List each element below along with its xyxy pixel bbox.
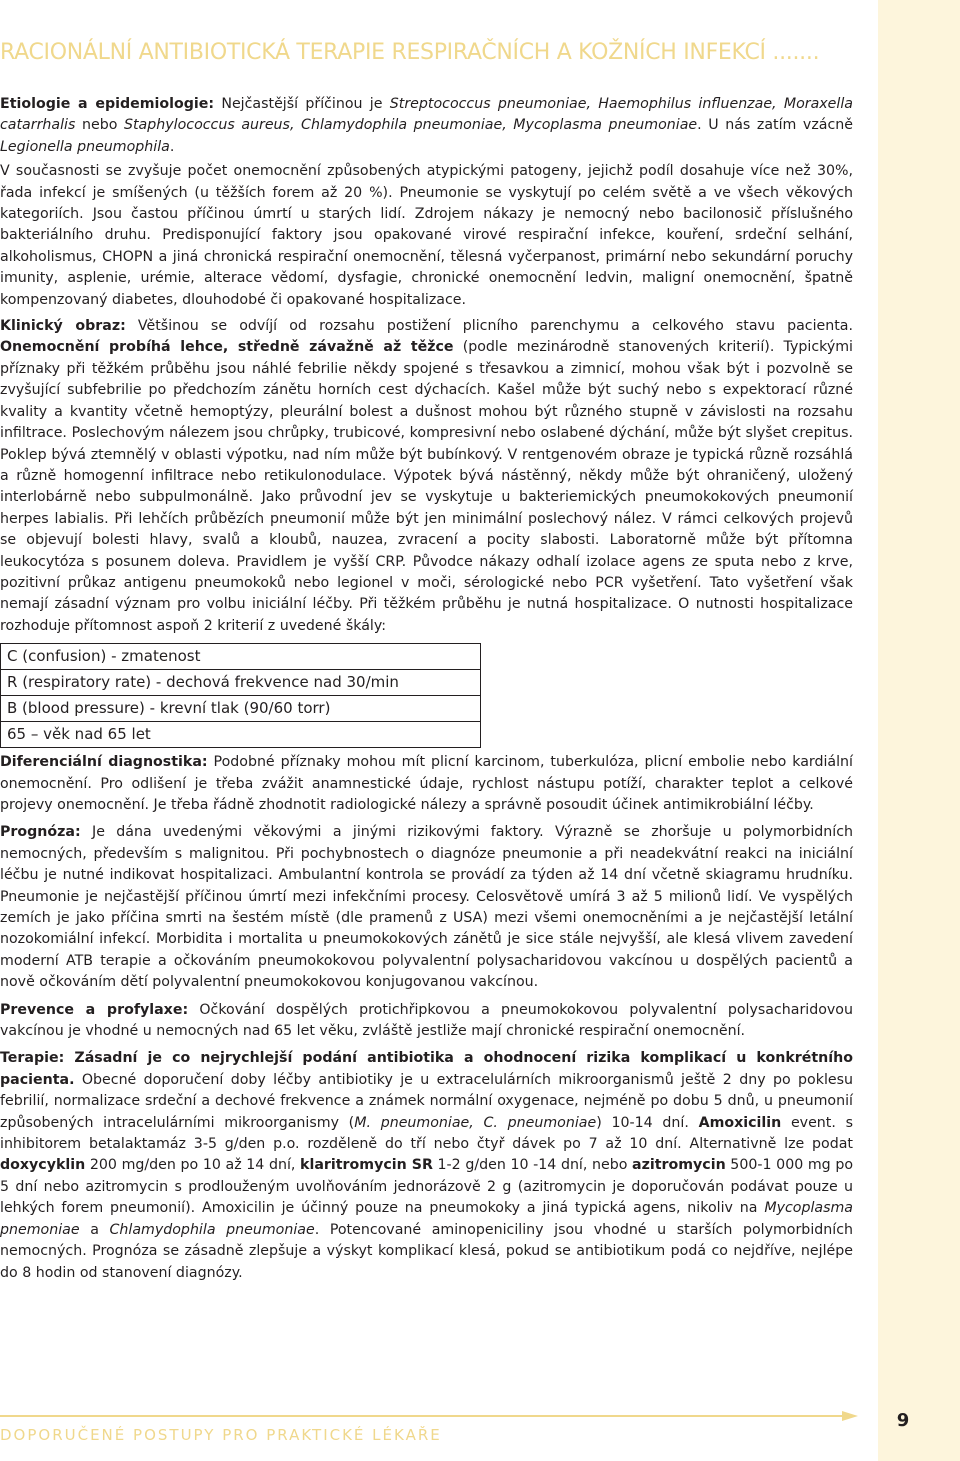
bold-text: azitromycin: [632, 1157, 726, 1174]
therapy-paragraph: [0, 1048, 853, 1283]
text: .: [169, 138, 175, 155]
text: . U nás zatím vzácně: [697, 117, 853, 134]
table-cell: 65 – věk nad 65 let: [1, 722, 481, 748]
table-cell: R (respiratory rate) - dechová frekvence nad 30/min: [1, 670, 481, 696]
text: event. s inhibitorem betalaktamáz 3-5 g/den p.o. rozděleně do tří nebo čtyř dávek po 7 až 10 dní. Alternativně lze podat: [0, 1114, 853, 1153]
text: Nejčastější příčinou je: [214, 96, 390, 112]
bold-text: klaritromycin SR: [300, 1157, 433, 1174]
text: ) 10-14 dní.: [596, 1114, 699, 1131]
text: 1-2 g/den 10 -14 dní, nebo: [432, 1157, 633, 1174]
table-row: [1, 722, 481, 748]
table-row: [1, 644, 481, 670]
prognosis-paragraph: [0, 822, 853, 993]
therapy-label: Terapie:: [0, 1050, 65, 1067]
text: Většinou se odvíjí od rozsahu postižení plicního parenchymu a celkového stavu pacienta.: [125, 318, 854, 335]
italic-text: Staphylococcus aureus, Chlamydophila pneumoniae, Mycoplasma pneumoniae: [123, 117, 698, 134]
italic-text: Chlamydophila pneumoniae: [109, 1221, 315, 1238]
footer-arrow-icon: [0, 1410, 860, 1422]
text: (podle mezinárodně stanovených kriterií). Typickými příznaky při těžkém průběhu jsou náhlé febrilie někdy spojené s třesavkou a zimnicí, mohou však být i pozvolně se zvyšující subfebrilie po předchozím zánětu horních cest dýchacích. Kašel může být suchý nebo s expektorací různé kvality a kvantity včetně hemoptýzy, pleurální bolest a dušnost mohou být různého stupně v závislosti na rozsahu infiltrace. Poslechovým nálezem jsou chrůpky, trubicové, kompresivní nebo oslabené dýchání, může být slyšet crepitus. Poklep bývá ztemnělý v oblasti výpotku, nad ním může být bubínkový. V rentgenovém obraze je typická různě rozsáhlá a různě homogenní infiltrace nebo retikulonodulace. Výpotek bývá nástěnný, někdy může být ohraničený, uložený interlobárně nebo subpulmonálně. Jako průvodní jev se vyskytuje u bakteriemických pneumokokových pneumonií herpes labialis. Při lehčích průbězích pneumonií může být jen minimální poslechový nález. V rámci celkových projevů se objevují bolesti hlavy, svalů a kloubů, nauzea, zvracení a pocity slabosti. Laboratorně může být přítomna leukocytóza s posunem doleva. Pravidlem je vyšší CRP. Původce nákazy odhalí izolace agens ze sputa nebo z krve, pozitivní průkaz antigenu pneumokoků nebo legionel v moči, sérologické nebo PCR vyšetření. Tato vyšetření však nemají zásadní význam pro volbu iniciální léčby. Při těžkém průběhu je nutná hospitalizace. O nutnosti hospitalizace rozhoduje přítomnost aspoň 2 kriterií z uvedené škály:: [0, 339, 853, 634]
prognosis-label: Prognóza:: [0, 824, 81, 841]
clinical-label: Klinický obraz:: [0, 318, 126, 335]
bold-text: Zásadní je co nejrychlejší podání antibiotika a ohodnocení rizika komplikací u konkrétního pacienta.: [0, 1050, 853, 1088]
etiology-label: Etiologie a epidemiologie:: [0, 96, 215, 112]
criteria-table: [0, 643, 481, 748]
text: 200 mg/den po 10 až 14 dní,: [85, 1157, 301, 1174]
header-title: RACIONÁLNÍ ANTIBIOTICKÁ TERAPIE RESPIRAČNÍCH A KOŽNÍCH INFEKCÍ: [0, 40, 766, 65]
text: . Potencované aminopeniciliny jsou vhodné u starších polymorbidních nemocných. Prognóza se zásadně zlepšuje a výskyt komplikací klesá, pokud se antibiotikum podá co nejdříve, nejlépe do 8 hodin od stanovení diagnózy.: [0, 1221, 853, 1281]
table-row: [1, 670, 481, 696]
header-dots: .......: [772, 40, 820, 65]
text: Podobné příznaky mohou mít plicní karcinom, tuberkulóza, plicní embolie nebo kardiální onemocnění. Pro odlišení je třeba zvážit anamnestické údaje, rychlost nástupu potíží, charakter teplot a celkové projevy onemocnění. Je třeba řádně zhodnotit radiologické nálezy a správně posoudit účinek antimikrobiální léčby.: [0, 754, 853, 813]
bold-text: doxycyklin: [0, 1157, 86, 1174]
text: a: [79, 1221, 110, 1238]
text: nebo: [75, 117, 124, 134]
differential-label: Diferenciální diagnostika:: [0, 754, 208, 771]
prevention-label: Prevence a profylaxe:: [0, 1001, 189, 1018]
page-number: 9: [896, 1410, 910, 1431]
side-band: [878, 0, 960, 1461]
bold-text: Onemocnění probíhá lehce, středně závažně až těžce: [0, 339, 454, 356]
footer-text: DOPORUČENÉ POSTUPY PRO PRAKTICKÉ LÉKAŘE: [0, 1426, 442, 1444]
italic-text: Streptococcus pneumoniae, Haemophilus influenzae, Moraxella catarrhalis: [0, 96, 853, 134]
clinical-paragraph: [0, 316, 853, 637]
page-header: [0, 40, 960, 74]
bold-text: Amoxicilin: [698, 1114, 782, 1131]
text: Obecné doporučení doby léčby antibiotiky je u extracelulárních mikroorganismů ještě 2 dny po poklesu febrilií, normalizace srdeční a dechové frekvence a známek normální oxygenace, nejméně po dobu 5 dnů, u pneumonií způsobených intracelulárními mikroorganismy (: [0, 1071, 853, 1131]
text: Očkování dospělých protichřipkovou a pneumokokovou polyvalentní polysacharidovou vakcínou je vhodné u nemocných nad 65 let věku, zvláště jestliže mají chronické respirační onemocnění.: [0, 1001, 853, 1040]
text: 500-1 000 mg po 5 dní nebo azitromycin s prodlouženým uvolňováním jednorázově 2 g (azitromycin je doporučován podávat pouze u lehkých forem pneumonií). Amoxicilin je účinný pouze na pneumokoky a jiná typická agens, nikoliv na: [0, 1157, 854, 1217]
differential-paragraph: [0, 752, 853, 816]
italic-text: Legionella pneumophila: [0, 138, 170, 155]
italic-text: Mycoplasma pnemoniae: [0, 1200, 853, 1238]
main-content: [0, 94, 853, 1287]
table-row: [1, 696, 481, 722]
etiology-paragraph-2: V současnosti se zvyšuje počet onemocnění způsobených atypickými patogeny, jejichž podíl dosahuje více než 30%, řada infekcí je smíšených (u těžších forem až 20 %). Pneumonie se vyskytují po celém světě a ve všech věkových kategoriích. Jsou častou příčinou úmrtí u starých lidí. Zdrojem nákazy je nemocný nebo bacilonosič příslušného bakteriálního druhu. Predisponující faktory jsou opakované virové respirační infekce, kouření, srdeční selhání, alkoholismus, CHOPN a jiná chronická respirační onemocnění, tělesná vyčerpanost, primární nebo sekundární poruchy imunity, asplenie, urémie, alterace vědomí, dysfagie, chronické onemocnění ledvin, maligní onemocnění, špatně kompenzovaný diabetes, dlouhodobé či opakované hospitalizace.: [0, 163, 853, 308]
text: Je dána uvedenými věkovými a jinými rizikovými faktory. Výrazně se zhoršuje u polymorbidních nemocných, především s malignitou. Při pochybnostech o diagnóze pneumonie a při neadekvátní reakci na iniciální léčbu je nutné indikovat hospitalizaci. Ambulantní kontrola se provádí za týden až 14 dní včetně skiagramu hrudníku. Pneumonie je nejčastější příčinou úmrtí mezi infekčními procesy. Celosvětově umírá 3 až 5 milionů lidí. Ve vyspělých zemích je jako příčina smrti na šestém místě (dle pramenů z USA) mezi všemi onemocněními a je nejčastější letální nozokomiální infekcí. Morbidita i mortalita u pneumokokových zánětů je sice stále nejvyšší, ale klesá vlivem zavedení moderní ATB terapie a očkováním pneumokokovou polyvalentní polysacharidovou vakcínou u dospělých pacientů a nově očkováním dětí polyvalentní pneumokokovou konjugovanou vakcínou.: [0, 824, 853, 991]
prevention-paragraph: [0, 1000, 853, 1043]
etiology-paragraph: [0, 94, 853, 158]
table-cell: C (confusion) - zmatenost: [1, 644, 481, 670]
italic-text: M. pneumoniae, C. pneumoniae: [354, 1114, 597, 1131]
table-cell: B (blood pressure) - krevní tlak (90/60 torr): [1, 696, 481, 722]
